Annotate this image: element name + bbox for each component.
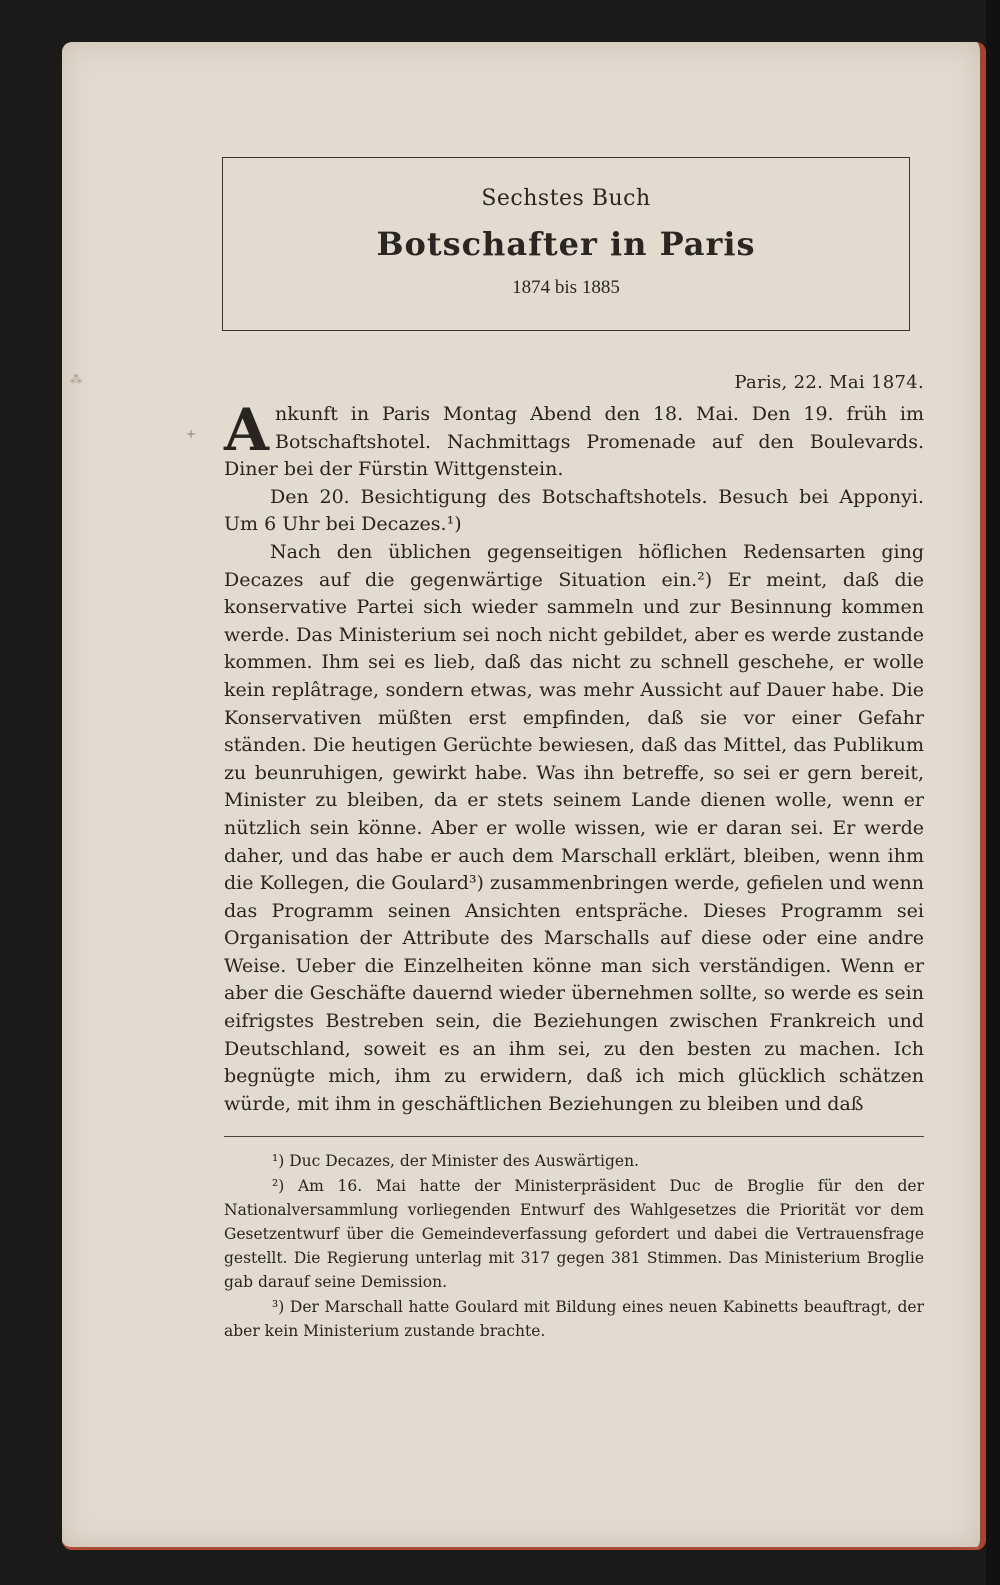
paragraph-1-text: nkunft in Paris Montag Abend den 18. Mai. Den 19. früh im Botschaftshotel. Nachmittags Promenade auf den Boulevards. Diner bei der Fürstin Wittgenstein. (224, 403, 924, 481)
dateline: Paris, 22. Mai 1874. (734, 372, 924, 393)
paragraph-2: Den 20. Besichtigung des Botschaftshotels. Besuch bei Apponyi. Um 6 Uhr bei Decazes.¹) (224, 485, 924, 536)
footnote-3: ³) Der Marschall hatte Goulard mit Bildung eines neuen Kabinetts beauftragt, der aber kein Ministerium zustande brachte. (224, 1297, 924, 1340)
scan-edge (986, 0, 1000, 1585)
chapter-title-box (222, 157, 910, 331)
body-text (224, 372, 924, 1343)
footnote-divider (224, 1136, 924, 1137)
paragraph-1 (224, 396, 924, 484)
margin-mark: + (186, 427, 197, 441)
chapter-years: 1874 bis 1885 (512, 277, 620, 298)
book-page (62, 42, 986, 1550)
footnote-2: ²) Am 16. Mai hatte der Ministerpräsident Duc de Broglie für den der Nationalversammlung vorliegenden Entwurf des Wahlgesetzes die Priorität vor dem Gesetzentwurf über die Gemeindeverfassung gefordert und dabei die Vertrauensfrage gestellt. Die Regierung unterlag mit 317 gegen 381 Stimmen. Das Ministerium Broglie gab darauf seine Demission. (224, 1176, 924, 1292)
paragraph-3: Nach den üblichen gegenseitigen höflichen Redensarten ging Decazes auf die gegenwärtige Situation ein.²) Er meint, daß die konservative Partei sich wieder sammeln und zur Besinnung kommen werde. Das Ministerium sei noch nicht gebildet, aber es werde zustande kommen. Ihm sei es lieb, daß das nicht zu schnell geschehe, er wolle kein replâtrage, sondern etwas, was mehr Aussicht auf Dauer habe. Die Konservativen müßten erst empfinden, daß sie vor einer Gefahr ständen. Die heutigen Gerüchte bewiesen, daß das Mittel, das Publikum zu beunruhigen, gewirkt habe. Was ihn betreffe, so sei er gern bereit, Minister zu bleiben, da er stets seinem Lande dienen wolle, wenn er nützlich sein könne. Aber er wolle wissen, wie er daran sei. Er werde daher, und das habe er auch dem Marschall erklärt, bleiben, wenn ihm die Kollegen, die Goulard³) zusammenbringen werde, gefielen und wenn das Programm seinen Ansichten entspräche. Dieses Programm sei Organisation der Attribute des Marschalls auf diese oder eine andre Weise. Ueber die Einzelheiten könne man sich verständigen. Wenn er aber die Geschäfte dauernd wieder übernehmen sollte, so werde es sein eifrigstes Bestreben sein, die Beziehungen zwischen Frankreich und Deutschland, soweit es an ihm sei, zu den besten zu machen. Ich begnügte mich, ihm zu erwidern, daß ich mich glücklich schätzen würde, mit ihm in geschäftlichen Beziehungen zu bleiben und daß (224, 540, 924, 1115)
drop-cap: A (224, 396, 270, 464)
edge-mark: ⁂ (70, 372, 82, 386)
book-label: Sechstes Buch (481, 186, 651, 211)
chapter-title: Botschafter in Paris (376, 225, 756, 263)
footnote-1: ¹) Duc Decazes, der Minister des Auswärtigen. (272, 1152, 639, 1171)
